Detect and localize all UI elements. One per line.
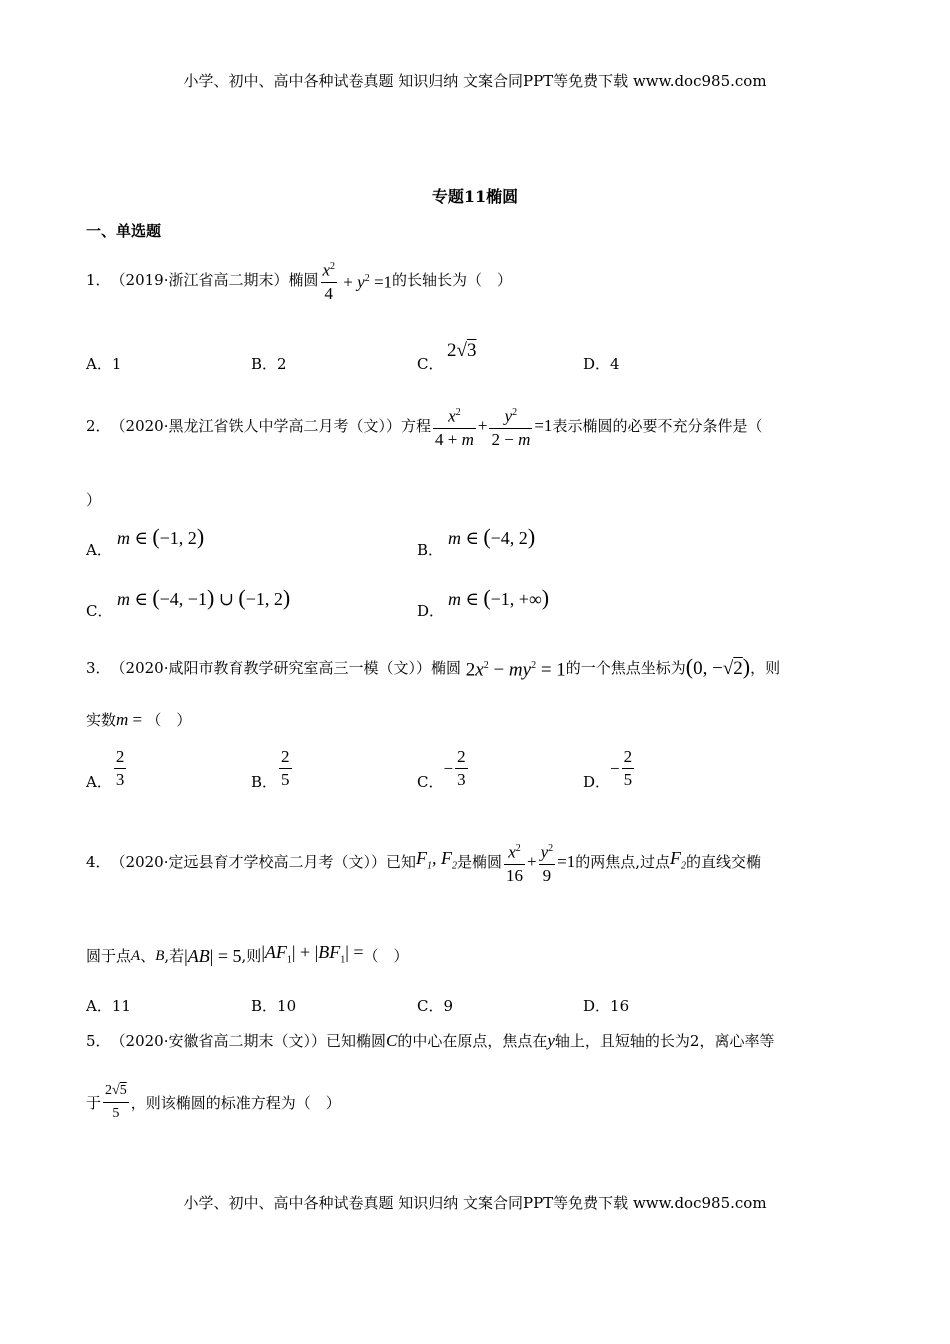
q1-option-a: A．1: [86, 355, 122, 373]
q2-option-b-value: m ∈ (−4, 2): [448, 524, 536, 549]
question-4: 4． （2020·定远县育才学校高二月考（文））已知 $F_1$, $F_2$ 是椭圆 $\frac{x^2}{16}$ + $\frac{y^2}{9}$ =1 的两焦点,过点 $F_2$ 的直线交椭: [86, 838, 761, 887]
q3-focus: (0, −√2): [685, 654, 751, 680]
q2-option-d-value: m ∈ (−1, +∞): [448, 585, 550, 610]
q4-option-c: C．9: [417, 997, 454, 1015]
q3-option-c: C． − $\frac{2}{3}$: [417, 747, 466, 791]
page-header: 小学、初中、高中各种试卷真题 知识归纳 文案合同PPT等免费下载 www.doc985.com: [183, 72, 767, 90]
q2-option-d: D．: [417, 602, 445, 620]
q3-equation: $2x^2 - my^2 = 1$: [461, 659, 566, 681]
q2-option-a-value: m ∈ (−1, 2): [117, 524, 205, 549]
q4-option-d: D．16: [583, 997, 630, 1015]
q2-equation: $\frac{x^2}{4 + m}$ + $\frac{y^2}{2 - m}$ =1: [435, 406, 553, 449]
question-1: 1． （2019·浙江省高二期末）椭圆 $\frac{x^2}{4}$ + $y^2 =1$ 的长轴长为（ ）: [86, 256, 512, 305]
page-title: 专题11椭圆: [431, 187, 519, 206]
q1-option-d: D．4: [583, 355, 620, 373]
q1-equation: $\frac{x^2}{4}$ + $y^2 =1$: [322, 260, 393, 303]
question-2: 2． （2020·黑龙江省铁人中学高二月考（文））方程 $\frac{x^2}{4 + m}$ + $\frac{y^2}{2 - m}$ =1 表示椭圆的必要不充分条件是（: [86, 402, 762, 451]
question-3: 3． （2020·咸阳市教育教学研究室高三一模（文））椭圆 $2x^2 - my^2 = 1$ 的一个焦点坐标为 (0, −√2) ，则: [86, 654, 781, 681]
q4-line-2: 圆于点 A 、 B ,若 |AB| = 5 ,则 $|AF_1| + |BF_1|$ = （ ）: [86, 942, 409, 967]
q3-option-a: A． $\frac{2}{3}$: [86, 747, 125, 791]
q3-option-b: B． $\frac{2}{5}$: [251, 747, 290, 791]
q4-option-a: A．11: [86, 997, 131, 1015]
section-heading: 一、单选题: [86, 222, 162, 240]
q1-option-b: B．2: [251, 355, 287, 373]
q2-option-c: C．: [86, 602, 113, 620]
q2-option-b: B．: [417, 541, 444, 559]
q3-line-2: 实数 m = （ ）: [86, 710, 192, 729]
q2-close-paren: ）: [86, 491, 102, 509]
q2-option-c-value: m ∈ (−4, −1) ∪ (−1, 2): [117, 585, 291, 610]
q3-option-d: D． − $\frac{2}{5}$: [583, 747, 633, 791]
q2-option-a: A．: [86, 541, 112, 559]
q5-line-2: 于 $\frac{2√5}{5}$ ，则该椭圆的标准方程为（ ）: [86, 1080, 341, 1125]
page-footer: 小学、初中、高中各种试卷真题 知识归纳 文案合同PPT等免费下载 www.doc985.com: [183, 1194, 767, 1212]
q1-option-c: C．: [417, 355, 444, 373]
q4-option-b: B．10: [251, 997, 297, 1015]
question-5: 5． （2020·安徽省高二期末（文））已知椭圆 C 的中心在原点，焦点在 y 轴上，且短轴的长为2，离心率等: [86, 1031, 775, 1050]
q1-option-c-value: 2√3: [447, 340, 477, 361]
q4-equation: $\frac{x^2}{16}$ + $\frac{y^2}{9}$ =1: [506, 842, 576, 885]
